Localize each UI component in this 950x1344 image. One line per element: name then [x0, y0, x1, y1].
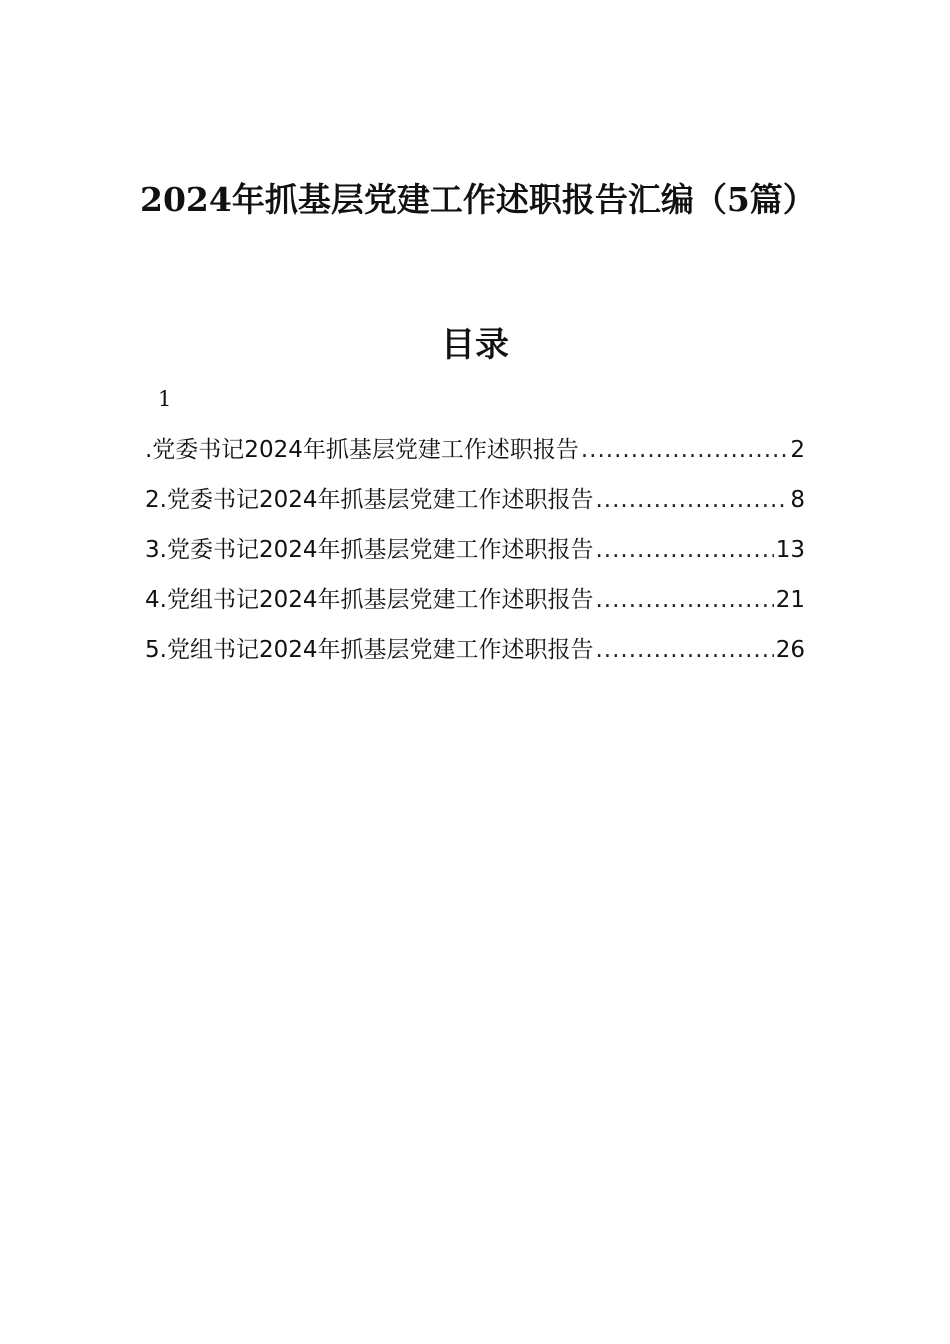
toc-dot-leader	[595, 584, 773, 616]
toc-entry-1[interactable]	[145, 434, 805, 484]
toc-entry-page: 21	[775, 587, 805, 613]
toc-entry-label: 3.党委书记2024年抓基层党建工作述职报告	[145, 537, 594, 563]
toc-dot-leader	[595, 534, 773, 566]
toc-entry-3[interactable]	[145, 534, 805, 584]
toc-stray-number: 1	[158, 387, 172, 411]
toc-entry-5[interactable]	[145, 634, 805, 684]
toc-entry-label: 4.党组书记2024年抓基层党建工作述职报告	[145, 587, 594, 613]
table-of-contents	[145, 434, 805, 684]
toc-entry-label: .党委书记2024年抓基层党建工作述职报告	[145, 437, 579, 463]
toc-entry-page: 26	[775, 637, 805, 663]
toc-entry-4[interactable]	[145, 584, 805, 634]
toc-entry-page: 8	[790, 487, 805, 513]
toc-dot-leader	[595, 634, 773, 666]
document-title: 2024年抓基层党建工作述职报告汇编（5篇）	[140, 180, 816, 219]
toc-entry-2[interactable]	[145, 484, 805, 534]
toc-entry-page: 13	[775, 537, 805, 563]
toc-entry-label: 2.党委书记2024年抓基层党建工作述职报告	[145, 487, 594, 513]
toc-dot-leader	[581, 434, 789, 466]
toc-dot-leader	[595, 484, 788, 516]
toc-heading: 目录	[441, 325, 509, 365]
toc-entry-label: 5.党组书记2024年抓基层党建工作述职报告	[145, 637, 594, 663]
toc-entry-page: 2	[790, 437, 805, 463]
